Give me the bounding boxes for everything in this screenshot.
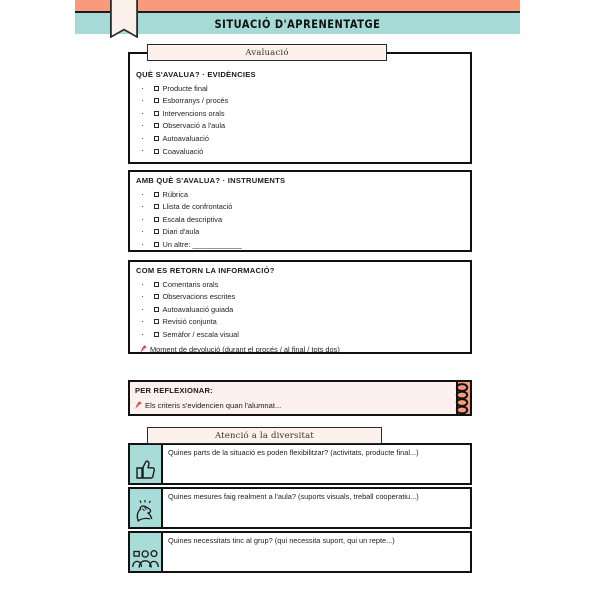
notebook-spiral-icon: [456, 380, 472, 416]
tab-atencio-label: Atenció a la diversitat: [214, 430, 315, 441]
retorn-checklist: [136, 278, 470, 341]
instruments-checklist: [136, 188, 470, 251]
list-item-label: Autoavaluació guiada: [162, 304, 234, 314]
tab-avaluacio-label: Avaluació: [245, 47, 289, 58]
list-item-label: Comentaris orals: [162, 279, 219, 289]
checkbox-icon[interactable]: [154, 192, 159, 197]
devolucio-note-label: Moment de devolució (durant el procés / al final / tots dos): [150, 344, 340, 354]
per-reflexionar-panel: [128, 380, 458, 416]
table-cell-text: Quines parts de la situació es poden flexibilitzar? (activitats, producte final...): [168, 448, 419, 457]
list-item-label: Observacions escrites: [162, 292, 236, 302]
page-title: SITUACIÓ D'APRENENTATGE: [214, 16, 381, 31]
list-item-label: Semàfor / escala visual: [162, 329, 239, 339]
list-item-label: Revisió conjunta: [162, 317, 217, 327]
checkbox-icon[interactable]: [154, 217, 159, 222]
pushpin-icon: [140, 345, 147, 355]
list-item[interactable]: [136, 82, 470, 95]
list-item[interactable]: [136, 291, 470, 304]
tab-atencio-diversitat[interactable]: [147, 427, 382, 444]
list-item-label: Observació a l'aula: [162, 121, 226, 131]
list-item[interactable]: [136, 213, 470, 226]
table-row: [128, 487, 472, 529]
checkbox-icon[interactable]: [154, 294, 159, 299]
table-cell-text: Quines necessitats tinc al grup? (qui necessita suport, qui un repte...): [168, 536, 395, 545]
tab-avaluacio[interactable]: [147, 44, 387, 61]
checkbox-icon[interactable]: [154, 123, 159, 128]
list-item[interactable]: [136, 303, 470, 316]
checkbox-icon[interactable]: [154, 307, 159, 312]
list-item[interactable]: [136, 120, 470, 133]
section-retorn-informacio: [128, 260, 472, 354]
section-instruments-heading: AMB QUÈ S'AVALUA? · INSTRUMENTS: [136, 176, 286, 185]
raised-fist-icon: [130, 489, 163, 527]
list-item[interactable]: [136, 328, 470, 341]
per-reflexionar-text: Els criteris s'evidencien quan l'alumnat...: [145, 401, 282, 410]
banner-teal-stripe: [75, 13, 520, 34]
section-instruments: [128, 170, 472, 252]
checkbox-icon[interactable]: [154, 242, 159, 247]
checkbox-icon[interactable]: [154, 111, 159, 116]
per-reflexionar-prompt: [135, 400, 456, 410]
checkbox-icon[interactable]: [154, 136, 159, 141]
list-item[interactable]: [136, 278, 470, 291]
per-reflexionar-title: PER REFLEXIONAR:: [135, 386, 213, 395]
list-item[interactable]: [136, 95, 470, 108]
list-item-label: Rúbrica: [162, 189, 188, 199]
checkbox-icon[interactable]: [154, 282, 159, 287]
people-group-icon: [130, 533, 163, 571]
checkbox-icon[interactable]: [154, 98, 159, 103]
list-item-label: Intervencions orals: [162, 108, 225, 118]
banner-orange-stripe: [75, 0, 520, 11]
checkbox-icon[interactable]: [154, 149, 159, 154]
table-row: [128, 531, 472, 573]
list-item-label: Escala descriptiva: [162, 214, 223, 224]
section-retorn-heading: COM ES RETORN LA INFORMACIÓ?: [136, 266, 275, 275]
devolucio-note: [136, 341, 470, 354]
list-item[interactable]: [136, 188, 470, 201]
table-cell-text: Quines mesures faig realment a l'aula? (suports visuals, treball cooperatiu...): [168, 492, 419, 501]
list-item-label: Llista de confrontació: [162, 202, 233, 212]
thumbs-up-icon: [130, 445, 163, 483]
list-item-label: Coavaluació: [162, 146, 204, 156]
checkbox-icon[interactable]: [154, 229, 159, 234]
checkbox-icon[interactable]: [154, 204, 159, 209]
list-item-label: Diari d'aula: [162, 227, 200, 237]
section-evidencies-heading: QUÈ S'AVALUA? · EVIDÈNCIES: [136, 70, 256, 79]
list-item[interactable]: [136, 226, 470, 239]
section-evidencies: [128, 52, 472, 164]
list-item[interactable]: [136, 107, 470, 120]
table-row: [128, 443, 472, 485]
list-item[interactable]: [136, 316, 470, 329]
list-item-label: Producte final: [162, 83, 208, 93]
checkbox-icon[interactable]: [154, 319, 159, 324]
list-item[interactable]: [136, 201, 470, 214]
pushpin-icon: [135, 401, 142, 411]
list-item-label: Esborranys / procés: [162, 96, 229, 106]
spiral-rings-icon: [454, 383, 470, 415]
list-item-label: Un altre: ____________: [162, 239, 242, 249]
checkbox-icon[interactable]: [154, 332, 159, 337]
list-item[interactable]: [136, 238, 470, 251]
list-item-label: Autoavaluació: [162, 133, 209, 143]
list-item[interactable]: [136, 132, 470, 145]
checkbox-icon[interactable]: [154, 86, 159, 91]
evidencies-checklist: [136, 82, 470, 158]
list-item[interactable]: [136, 145, 470, 158]
